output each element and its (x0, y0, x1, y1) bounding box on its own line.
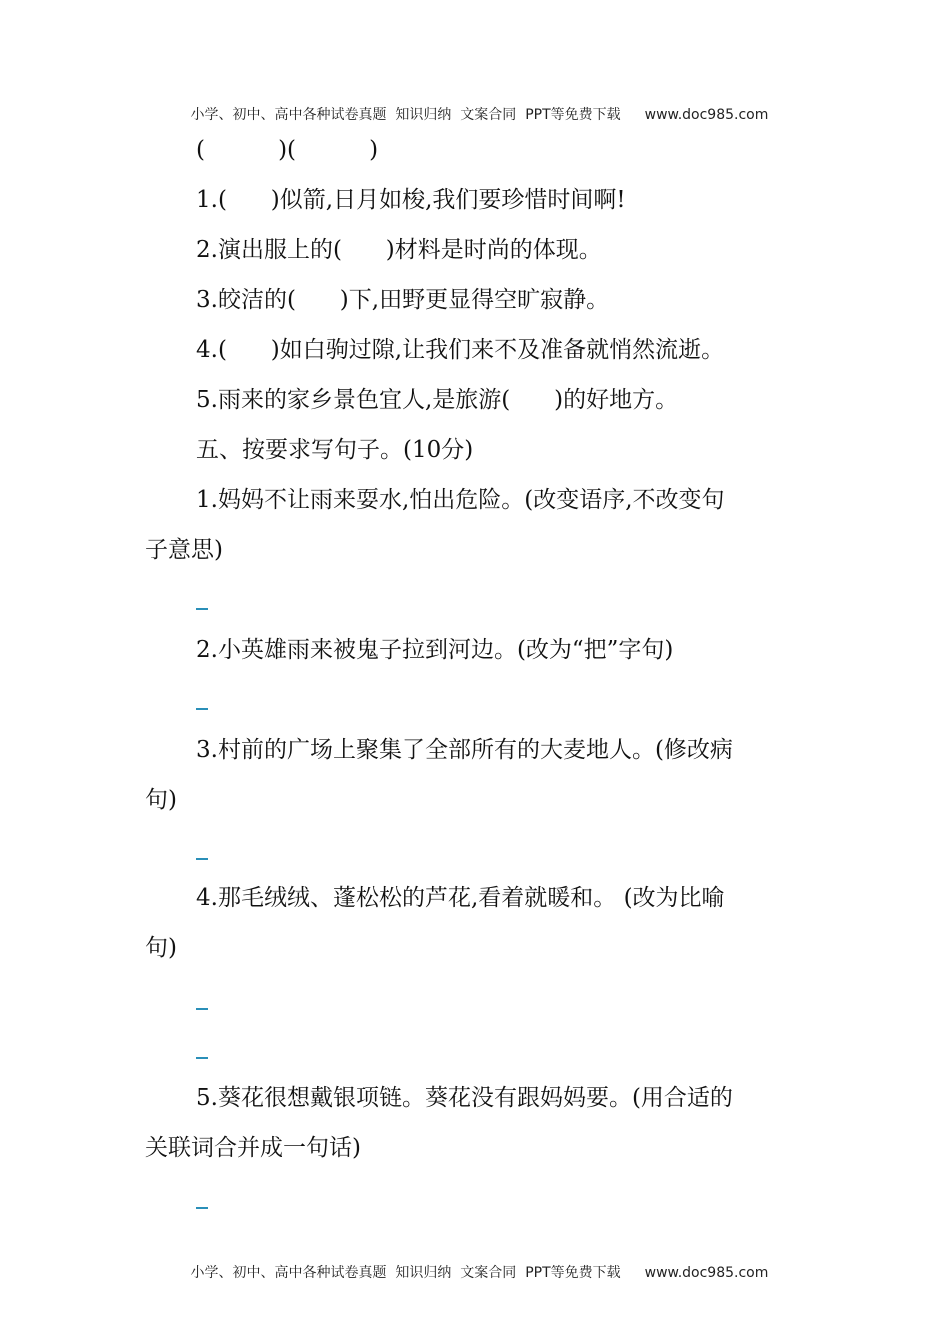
answer-line-4a[interactable] (196, 1008, 208, 1010)
answer-line-2[interactable] (196, 708, 208, 710)
question-5-line-2: 关联词合并成一句话) (145, 1135, 361, 1161)
answer-slots: ( )( ) (196, 137, 379, 163)
footer-text: 小学、初中、高中各种试卷真题 知识归纳 文案合同 PPT等免费下载 (190, 1265, 621, 1281)
fill-item-3: 3.皎洁的( )下,田野更显得空旷寂静。 (196, 287, 610, 313)
page-header (0, 88, 950, 124)
fill-item-5: 5.雨来的家乡景色宜人,是旅游( )的好地方。 (196, 387, 679, 413)
question-5-line-1: 5.葵花很想戴银项链。葵花没有跟妈妈要。(用合适的 (196, 1085, 733, 1111)
section-title: 五、按要求写句子。(10分) (196, 437, 474, 463)
question-3-line-2: 句) (145, 787, 177, 813)
page-footer (0, 1246, 950, 1282)
fill-item-1: 1.( )似箭,日月如梭,我们要珍惜时间啊! (196, 187, 626, 213)
question-4-line-1: 4.那毛绒绒、蓬松松的芦花,看着就暖和。 (改为比喻 (196, 885, 725, 911)
question-4-line-2: 句) (145, 935, 177, 961)
header-text: 小学、初中、高中各种试卷真题 知识归纳 文案合同 PPT等免费下载 (190, 107, 621, 123)
question-3-line-1: 3.村前的广场上聚集了全部所有的大麦地人。(修改病 (196, 737, 733, 763)
answer-line-4b[interactable] (196, 1057, 208, 1059)
fill-item-2: 2.演出服上的( )材料是时尚的体现。 (196, 237, 602, 263)
footer-url[interactable]: www.doc985.com (644, 1265, 769, 1281)
question-1-line-1: 1.妈妈不让雨来耍水,怕出危险。(改变语序,不改变句 (196, 487, 725, 513)
header-url[interactable]: www.doc985.com (644, 107, 769, 123)
question-2: 2.小英雄雨来被鬼子拉到河边。(改为“把”字句) (196, 637, 674, 663)
answer-line-1[interactable] (196, 608, 208, 610)
answer-line-5[interactable] (196, 1207, 208, 1209)
fill-item-4: 4.( )如白驹过隙,让我们来不及准备就悄然流逝。 (196, 337, 725, 363)
question-1-line-2: 子意思) (145, 537, 223, 563)
answer-line-3[interactable] (196, 858, 208, 860)
